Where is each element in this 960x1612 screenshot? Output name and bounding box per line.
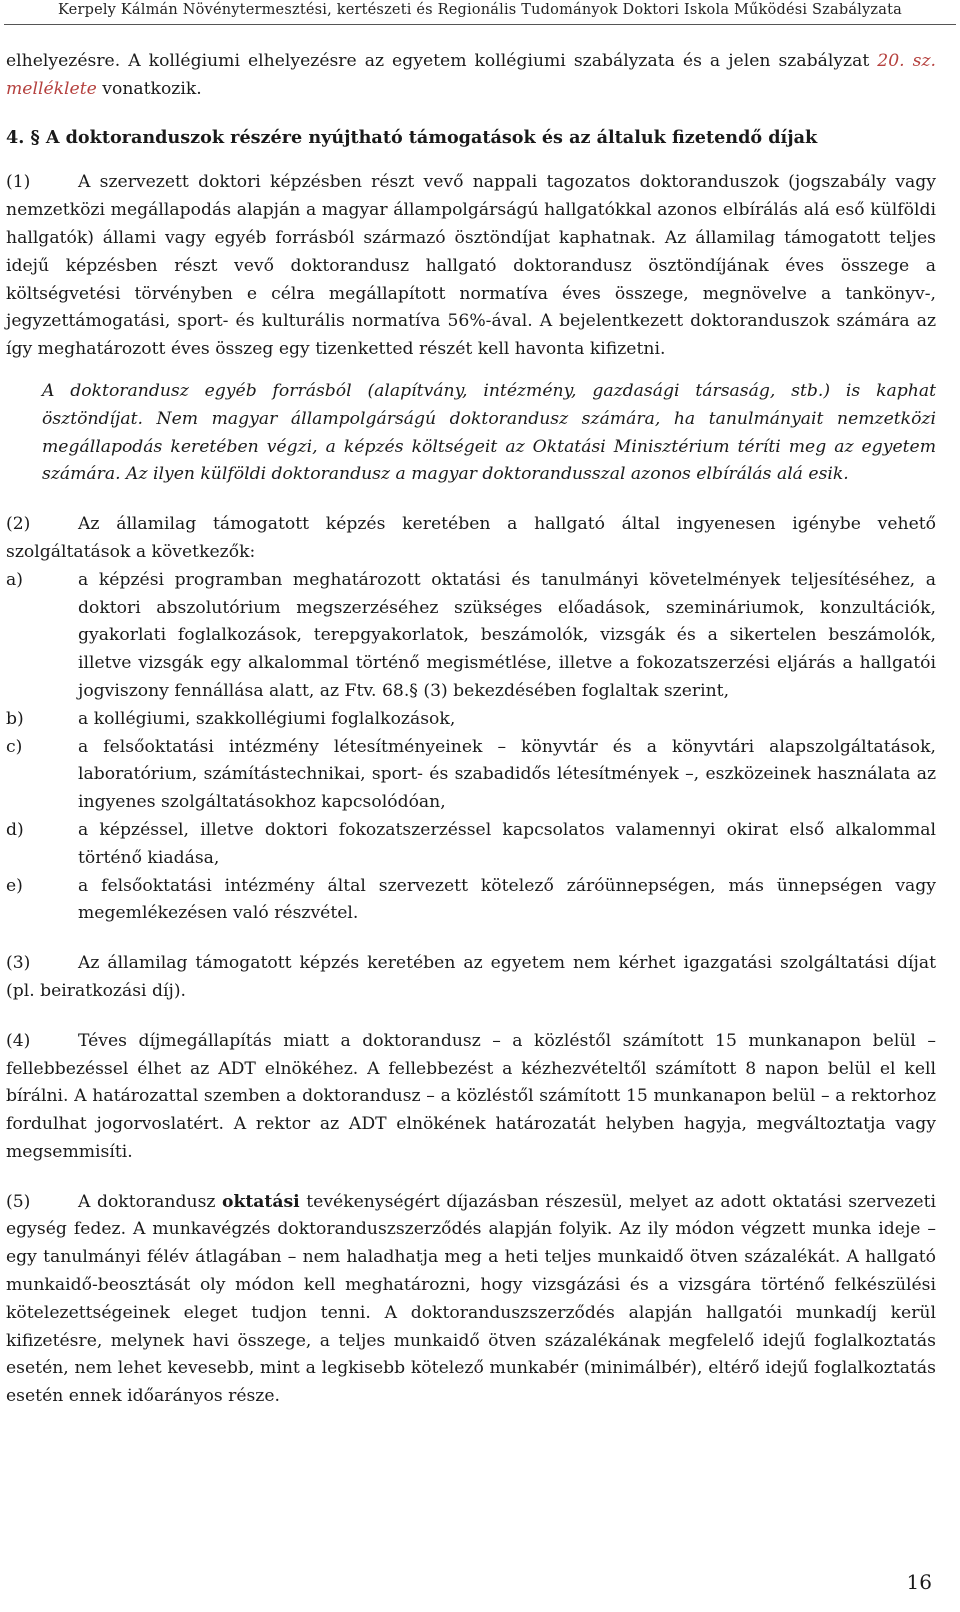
services-list [6,567,936,928]
page-number: 16 [906,1570,932,1594]
page-header: Kerpely Kálmán Növénytermesztési, kertészeti és Regionális Tudományok Doktori Iskola Működési Szabályzata [58,2,902,18]
paragraph-text-end: tevékenységért díjazásban részesül, melyet az adott oktatási szervezeti egység fedez. A munkavégzés doktoranduszszerződés alapján folyik. Az ily módon végzett munka ideje – egy tanulmányi félév átlagában – nem haladhatja meg a heti teljes munkaidő ötven százalékát. A hallgató munkaidő-beosztását oly módon kell meghatározni, hogy vizsgázási és a vizsgára történő felkészülési kötelezettségeinek eleget tudjon tenni. A doktoranduszszerződés alapján hallgatói munkadíj kerül kifizetésre, melynek havi összege, a teljes munkaidő ötven százalékának megfelelő idejű foglalkoztatás esetén, nem lehet kevesebb, mint a legkisebb kötelező munkabér (minimálbér), eltérő idejű foglalkoztatás esetén ennek időarányos része. [6,1191,936,1407]
list-item-label: e) [6,875,23,896]
paragraph-number: (1) [6,172,31,193]
paragraph-number: (5) [6,1191,31,1212]
list-item-label: a) [6,569,23,590]
paragraph-number: (3) [6,953,31,974]
paragraph-2 [6,511,936,928]
document-body [6,48,936,1411]
paragraph-text: Az államilag támogatott képzés keretében a hallgató által ingyenesen igénybe vehető szolgáltatások a következők: [6,514,936,562]
section-title: 4. § A doktoranduszok részére nyújtható támogatások és az általuk fizetendő díjak [6,126,818,148]
paragraph-number: (4) [6,1030,31,1051]
paragraph-4 [6,1028,936,1167]
paragraph-5 [6,1189,936,1411]
list-item-text: a kollégiumi, szakkollégiumi foglalkozások, [78,708,456,729]
paragraph-text: Az államilag támogatott képzés keretében az egyetem nem kérhet igazgatási szolgáltatási díjat (pl. beiratkozási díj). [6,953,936,1001]
list-item [6,734,936,817]
intro-paragraph [6,48,936,104]
paragraph-text: A doktorandusz [78,1191,222,1212]
list-item-text: a képzési programban meghatározott oktatási és tanulmányi követelmények teljesítéséhez, a doktori abszolutórium megszerzéséhez szükséges előadások, szemináriumok, konzultációk, gyakorlati foglalkozások, terepgyakorlatok, beszámolók, vizsgák és a sikertelen beszámolók, illetve vizsgák egy alkalommal történő megismétlése, illetve a fokozatszerzési eljárás a hallgatói jogviszony fennállása alatt, az Ftv. 68.§ (3) bekezdésében foglaltak szerint, [78,569,936,701]
paragraph-3 [6,950,936,1006]
list-item-label: c) [6,736,23,757]
paragraph-text: Téves díjmegállapítás miatt a doktorandusz – a közléstől számított 15 munkanapon belül – fellebbezéssel élhet az ADT elnökéhez. A fellebbezést a kézhezvételtől számított 8 napon belül el kell bírálni. A határozattal szemben a doktorandusz – a közléstől számított 15 munkanapon belül – a rektorhoz fordulhat jogorvoslatért. A rektor az ADT elnökének határozatát helyben hagyja, megváltoztatja vagy megsemmisíti. [6,1030,936,1162]
list-item [6,706,936,734]
list-item-label: b) [6,708,24,729]
list-item [6,567,936,706]
list-item-label: d) [6,819,24,840]
italic-note: A doktorandusz egyéb forrásból (alapítvány, intézmény, gazdasági társaság, stb.) is kaphat ösztöndíjat. Nem magyar állampolgárságú doktorandusz számára, ha tanulmányait nemzetközi megállapodás keretében végzi, a képzés költségeit az Oktatási Minisztérium téríti meg az egyetem számára. Az ilyen külföldi doktorandusz a magyar doktorandusszal azonos elbírálás alá esik. [42,380,936,485]
list-item [6,817,936,873]
list-item-text: a felsőoktatási intézmény által szervezett kötelező záróünnepségen, más ünnepségen vagy megemlékezésen való részvétel. [78,875,936,924]
paragraph-1 [6,169,936,489]
intro-text-end: vonatkozik. [96,78,202,99]
list-item [6,873,936,929]
intro-text: elhelyezésre. A kollégiumi elhelyezésre az egyetem kollégiumi szabályzata és a jelen szabályzat [6,51,878,71]
paragraph-number: (2) [6,514,31,535]
paragraph-text: A szervezett doktori képzésben részt vevő nappali tagozatos doktoranduszok (jogszabály vagy nemzetközi megállapodás alapján a magyar állampolgárságú hallgatókkal azonos elbírálás alá eső külföldi hallgatók) állami vagy egyéb forrásból származó ösztöndíjat kaphatnak. Az államilag támogatott teljes idejű képzésben részt vevő doktorandusz hallgató doktorandusz ösztöndíjának éves összege a költségvetési törvényben e célra megállapított normatíva éves összege, megnövelve a tankönyv-, jegyzettámogatási, sport- és kulturális normatíva 56%-ával. A bejelentkezett doktoranduszok számára az így meghatározott éves összeg egy tizenketted részét kell havonta kifizetni. [6,172,936,360]
annex-link[interactable]: 20. sz. melléklete [6,51,936,99]
list-item-text: a képzéssel, illetve doktori fokozatszerzéssel kapcsolatos valamennyi okirat első alkalommal történő kiadása, [78,819,936,868]
bold-term: oktatási [221,1191,300,1212]
header-divider [4,24,956,25]
list-item-text: a felsőoktatási intézmény létesítményeinek – könyvtár és a könyvtári alapszolgáltatások, laboratórium, számítástechnikai, sport- és szabadidős létesítmények –, eszközeinek használata az ingyenes szolgáltatásokhoz kapcsolódóan, [78,736,936,813]
